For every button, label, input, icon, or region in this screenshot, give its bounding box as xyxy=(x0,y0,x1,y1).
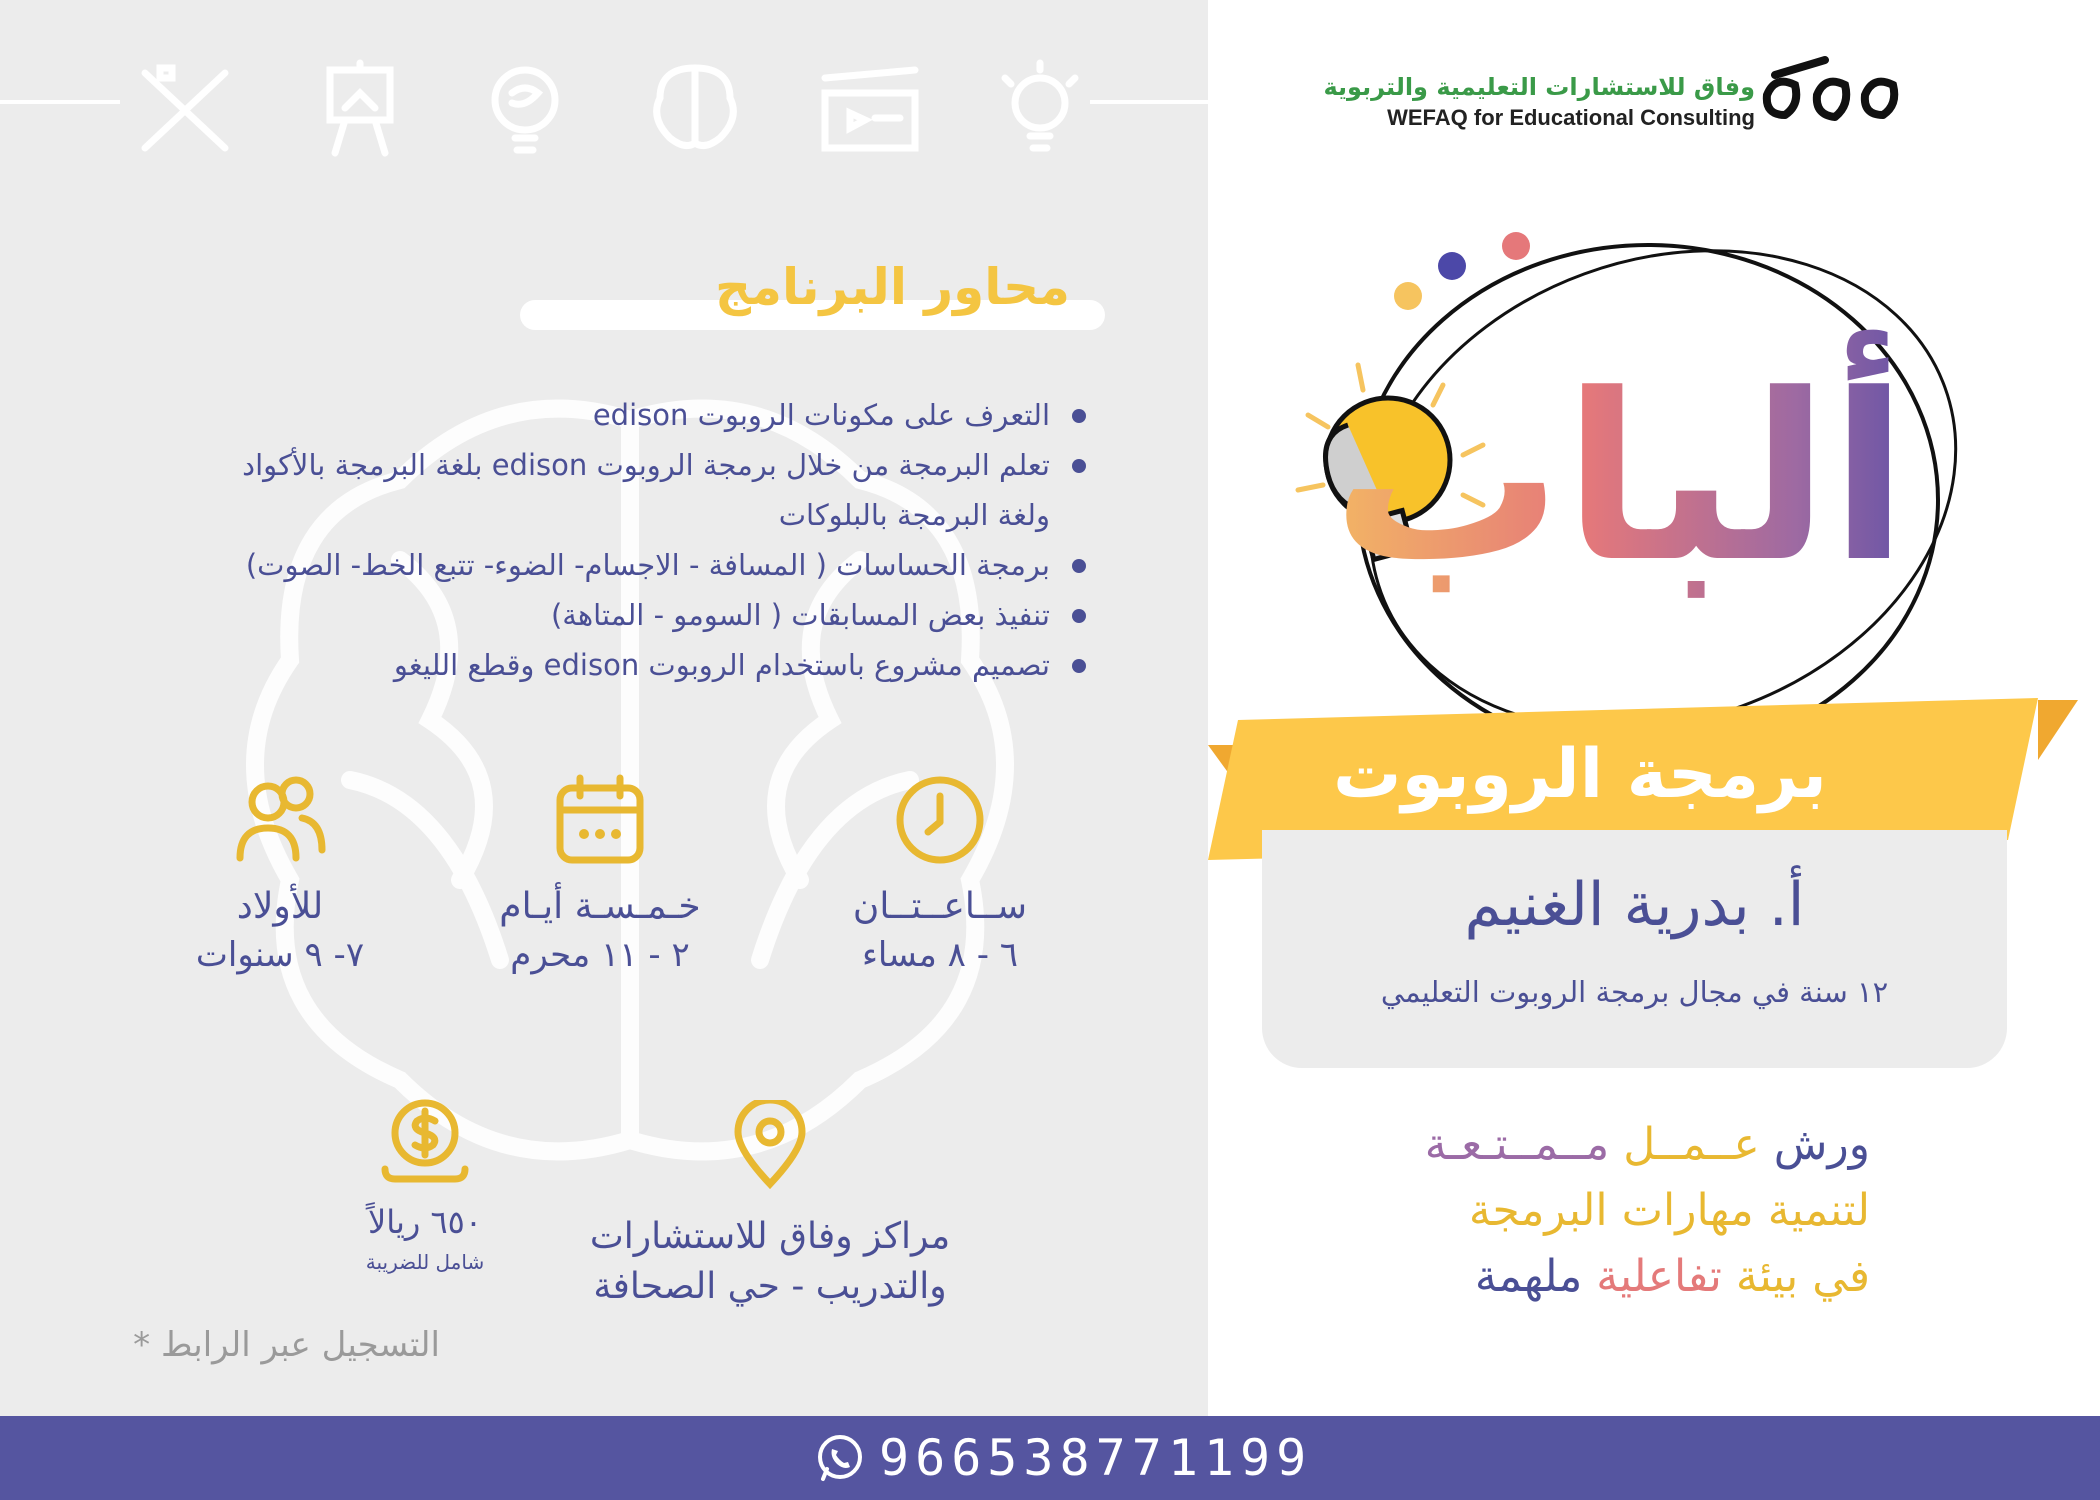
ribbon-title: برمجة الروبوت xyxy=(1333,735,1827,814)
list-item-continuation: ولغة البرمجة بالبلوكات xyxy=(778,498,1050,532)
icon-strip xyxy=(0,58,1208,158)
strip-line xyxy=(0,100,120,104)
brain-bulb-icon xyxy=(470,58,580,158)
program-title: محاور البرنامج xyxy=(714,258,1070,316)
lightbulb-icon xyxy=(985,58,1095,158)
instructor-card xyxy=(1262,830,2007,1068)
workshop-line2: لتنمية مهارات البرمجة xyxy=(1468,1185,1870,1236)
location-line1: مراكز وفاق للاستشارات xyxy=(589,1216,951,1257)
instructor-name: أ. بدرية الغنيم xyxy=(1464,870,1805,940)
age-title: للأولاد xyxy=(236,886,324,927)
list-item: تعلم البرمجة من خلال برمجة الروبوت edison بلغة البرمجة بالأكواد xyxy=(90,440,1090,490)
coin-icon xyxy=(375,1095,475,1185)
days-info xyxy=(440,770,760,980)
bullet-dot xyxy=(1072,459,1086,473)
brain-icon xyxy=(640,58,750,158)
workshop-text xyxy=(1330,1112,1870,1310)
logo-arabic-text: وفاق للاستشارات التعليمية والتربوية xyxy=(1323,73,1755,101)
users-icon xyxy=(230,770,330,870)
whatsapp-icon xyxy=(815,1433,865,1483)
strip-line xyxy=(1090,100,1208,104)
bullet-dot xyxy=(1072,659,1086,673)
age-value: ٧- ٩ سنوات xyxy=(195,935,365,975)
price-value: ٦٥٠ ريالاً xyxy=(367,1203,483,1241)
phone-number: 966538771199 xyxy=(879,1429,1313,1487)
list-item: التعرف على مكونات الروبوت edison xyxy=(90,390,1090,440)
list-item: تنفيذ بعض المسابقات ( السومو - المتاهة) xyxy=(90,590,1090,640)
location-info xyxy=(555,1100,985,1312)
orbit-dot xyxy=(1438,252,1466,280)
days-value: ٢ - ١١ محرم xyxy=(510,935,690,975)
days-title: خـمـسـة أيـام xyxy=(499,886,701,927)
wefaq-logo xyxy=(1323,55,1915,135)
age-info xyxy=(150,770,410,980)
brand-title: ألباب xyxy=(1270,315,1970,645)
logo-english-text: WEFAQ for Educational Consulting xyxy=(1387,105,1755,130)
hours-title: ســاعــتــان xyxy=(852,886,1028,927)
workshop-line1: ورش عــمــل مــمــتـعـة xyxy=(1424,1119,1870,1170)
register-note: التسجيل عبر الرابط * xyxy=(133,1325,440,1365)
bullet-dot xyxy=(1072,609,1086,623)
bullet-dot xyxy=(1072,409,1086,423)
orbit-dot xyxy=(1502,232,1530,260)
workshop-line3: في بيئة تفاعلية ملهمة xyxy=(1474,1251,1870,1302)
clapperboard-icon xyxy=(815,58,925,158)
ribbon-fold xyxy=(2038,700,2078,760)
hours-info xyxy=(810,770,1070,980)
orbit-dot xyxy=(1394,282,1422,310)
program-list xyxy=(90,390,1090,690)
wefaq-logo-mark-icon xyxy=(1755,55,1915,135)
phone-contact[interactable] xyxy=(815,1428,1312,1488)
location-line2: والتدريب - حي الصحافة xyxy=(593,1266,947,1307)
instructor-experience: ١٢ سنة في مجال برمجة الروبوت التعليمي xyxy=(1380,975,1889,1009)
ruler-pencil-icon xyxy=(130,58,240,158)
hours-value: ٦ - ٨ مساء xyxy=(861,935,1019,975)
bullet-dot xyxy=(1072,559,1086,573)
price-note: شامل للضريبة xyxy=(365,1250,485,1274)
clock-icon xyxy=(890,770,990,870)
price-info xyxy=(300,1095,550,1279)
list-item: تصميم مشروع باستخدام الروبوت edison وقطع الليغو xyxy=(90,640,1090,690)
easel-icon xyxy=(305,58,415,158)
calendar-icon xyxy=(550,770,650,870)
location-pin-icon xyxy=(730,1100,810,1190)
list-item: برمجة الحساسات ( المسافة - الاجسام- الضوء- تتبع الخط- الصوت) xyxy=(90,540,1090,590)
